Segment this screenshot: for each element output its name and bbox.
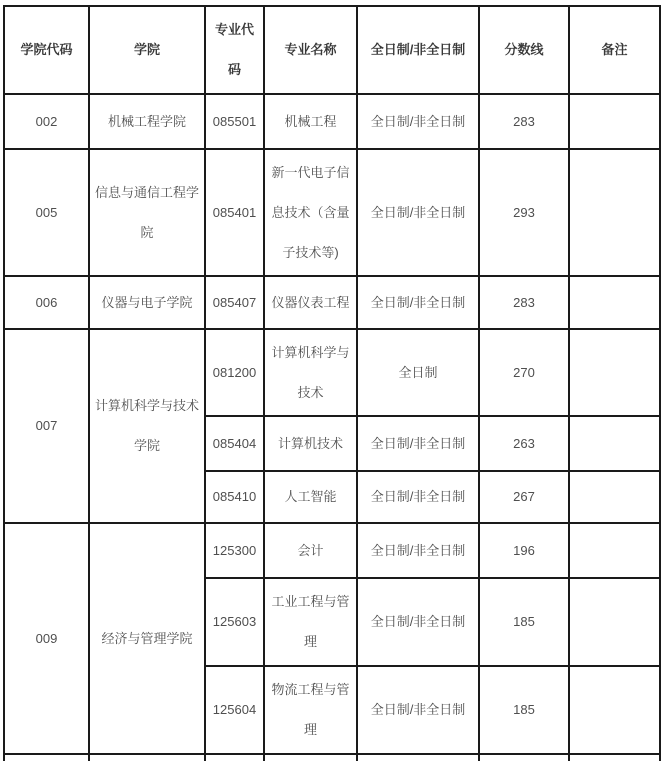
header-college: 学院	[89, 6, 205, 94]
table-row	[4, 523, 660, 578]
mode-cell: 全日制/非全日制	[357, 149, 479, 276]
college-cell-empty	[89, 754, 205, 761]
college-cell: 计算机科学与技术学院	[89, 329, 205, 523]
college-code-cell: 007	[4, 329, 89, 523]
note-cell	[569, 416, 660, 471]
table-row	[4, 94, 660, 149]
major-name-cell: 会计	[264, 523, 357, 578]
header-mode: 全日制/非全日制	[357, 6, 479, 94]
major-code-cell: 085404	[205, 416, 264, 471]
header-note: 备注	[569, 6, 660, 94]
college-code-cell: 002	[4, 94, 89, 149]
college-cell: 仪器与电子学院	[89, 276, 205, 329]
major-code-cell: 125603	[205, 578, 264, 666]
major-name-cell: 新一代电子信息技术（含量子技术等)	[264, 149, 357, 276]
college-cell: 机械工程学院	[89, 94, 205, 149]
mode-cell: 全日制/非全日制	[357, 578, 479, 666]
major-name-cell: 计算机科学与技术	[264, 329, 357, 416]
major-code-cell: 085410	[205, 471, 264, 523]
college-cell: 经济与管理学院	[89, 523, 205, 754]
mode-cell: 全日制/非全日制	[357, 666, 479, 754]
mode-cell: 全日制/非全日制	[357, 416, 479, 471]
major-code-cell: 085501	[205, 94, 264, 149]
table-row	[4, 276, 660, 329]
note-cell-empty	[569, 754, 660, 761]
note-cell	[569, 149, 660, 276]
major-code-cell-empty	[205, 754, 264, 761]
note-cell	[569, 94, 660, 149]
score-cell: 283	[479, 276, 569, 329]
college-code-cell: 006	[4, 276, 89, 329]
mode-cell: 全日制	[357, 329, 479, 416]
college-cell: 信息与通信工程学院	[89, 149, 205, 276]
major-code-cell: 125604	[205, 666, 264, 754]
note-cell	[569, 666, 660, 754]
note-cell	[569, 578, 660, 666]
admission-score-table	[3, 5, 661, 761]
major-code-cell: 081200	[205, 329, 264, 416]
table-row	[4, 149, 660, 276]
mode-cell-empty	[357, 754, 479, 761]
major-name-cell: 人工智能	[264, 471, 357, 523]
major-name-cell-empty	[264, 754, 357, 761]
score-cell: 185	[479, 578, 569, 666]
major-code-cell: 085407	[205, 276, 264, 329]
major-name-cell: 仪器仪表工程	[264, 276, 357, 329]
major-code-cell: 125300	[205, 523, 264, 578]
college-code-cell: 005	[4, 149, 89, 276]
table-row	[4, 329, 660, 416]
note-cell	[569, 523, 660, 578]
header-score-line: 分数线	[479, 6, 569, 94]
college-code-cell-empty	[4, 754, 89, 761]
score-cell-empty	[479, 754, 569, 761]
major-code-cell: 085401	[205, 149, 264, 276]
mode-cell: 全日制/非全日制	[357, 471, 479, 523]
score-cell: 270	[479, 329, 569, 416]
score-cell: 263	[479, 416, 569, 471]
header-college-code: 学院代码	[4, 6, 89, 94]
note-cell	[569, 471, 660, 523]
mode-cell: 全日制/非全日制	[357, 276, 479, 329]
table-row-partial	[4, 754, 660, 761]
header-major-name: 专业名称	[264, 6, 357, 94]
mode-cell: 全日制/非全日制	[357, 94, 479, 149]
note-cell	[569, 329, 660, 416]
header-major-code: 专业代码	[205, 6, 264, 94]
note-cell	[569, 276, 660, 329]
major-name-cell: 计算机技术	[264, 416, 357, 471]
college-code-cell: 009	[4, 523, 89, 754]
mode-cell: 全日制/非全日制	[357, 523, 479, 578]
score-cell: 293	[479, 149, 569, 276]
table-header-row	[4, 6, 660, 94]
major-name-cell: 工业工程与管理	[264, 578, 357, 666]
major-name-cell: 机械工程	[264, 94, 357, 149]
score-cell: 267	[479, 471, 569, 523]
score-cell: 283	[479, 94, 569, 149]
score-cell: 185	[479, 666, 569, 754]
score-cell: 196	[479, 523, 569, 578]
major-name-cell: 物流工程与管理	[264, 666, 357, 754]
